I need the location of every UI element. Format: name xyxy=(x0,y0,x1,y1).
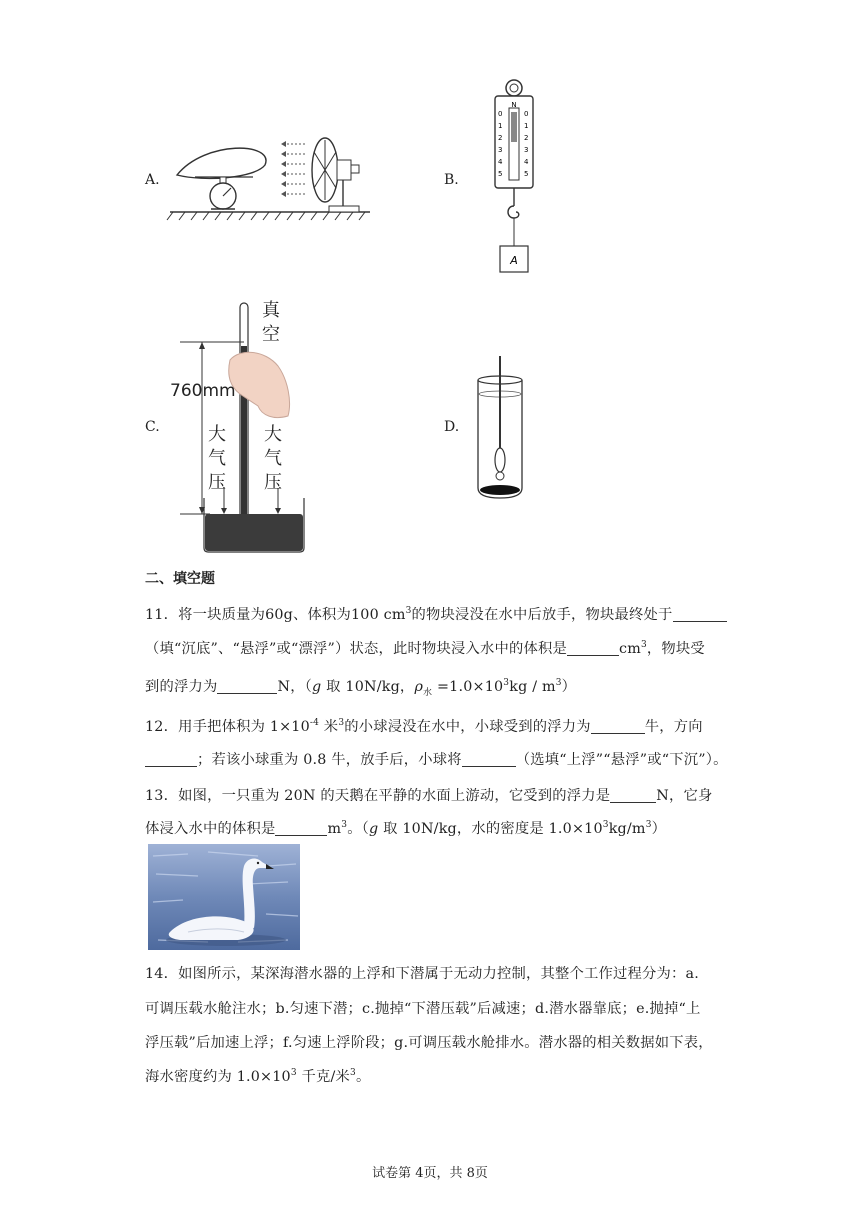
pressure-right-3: 压 xyxy=(264,472,282,493)
tick-label-left: 3 xyxy=(498,146,503,154)
figure-a-wind-tunnel xyxy=(165,130,380,225)
answer-blank[interactable] xyxy=(462,752,516,767)
tick-label-left: 0 xyxy=(498,110,503,118)
height-label: 760mm xyxy=(170,381,236,401)
pressure-right-1: 大 xyxy=(264,424,282,445)
block-label: A xyxy=(510,254,518,267)
option-c-label: C. xyxy=(145,419,160,435)
answer-blank[interactable] xyxy=(217,679,277,694)
q12-line1: 12．用手把体积为 $1\times 10^{-4}$ 米$^3$的小球浸没在水中，小球受到的浮力为 牛，方向 xyxy=(145,718,703,735)
tick-label-right: 2 xyxy=(524,134,529,142)
q14-line2: 可调压载水舱注水；b.匀速下潜；c.抛掉“下潜压载”后减速；d.潜水器靠底；e.抛掉“上 xyxy=(145,1001,701,1017)
tick-label-right: 1 xyxy=(524,122,529,130)
q13-line1: 13．如图，一只重为 20N 的天鹅在平静的水面上游动，它受到的浮力是 N，它身 xyxy=(145,788,713,804)
section-title: 二、填空题 xyxy=(145,571,215,587)
unit-label: N xyxy=(511,101,517,109)
q14-line3: 浮压载”后加速上浮；f.匀速上浮阶段；g.可调压载水舱排水。潜水器的相关数据如下表， xyxy=(145,1035,713,1051)
figure-c-torricelli xyxy=(170,298,320,556)
figure-b-spring-scale xyxy=(490,78,540,276)
answer-blank[interactable] xyxy=(567,641,619,656)
q12-line2: ；若该小球重为 0.8 牛，放手后，小球将 （选填“上浮”“悬浮”或“下沉”）。 xyxy=(145,749,728,769)
vacuum-label-1: 真 xyxy=(262,300,280,321)
tick-label-right: 4 xyxy=(524,158,529,166)
figure-d-hydrometer xyxy=(470,352,530,502)
pressure-right-2: 气 xyxy=(264,448,282,469)
tick-label-right: 3 xyxy=(524,146,529,154)
page-footer: 试卷第 4页，共 8页 xyxy=(372,1166,488,1181)
answer-blank[interactable] xyxy=(275,821,327,836)
pressure-left-3: 压 xyxy=(208,472,226,493)
vacuum-label-2: 空 xyxy=(262,324,280,345)
q11-line2: （填“沉底”、“悬浮”或“漂浮”）状态，此时物块浸入水中的体积是 $cm^3$，物块受 xyxy=(145,640,705,657)
option-d-label: D. xyxy=(444,419,460,435)
option-a-label: A. xyxy=(145,172,160,188)
tick-label-left: 5 xyxy=(498,170,503,178)
answer-blank[interactable] xyxy=(145,752,197,767)
option-b-label: B. xyxy=(444,172,459,188)
tick-label-left: 1 xyxy=(498,122,503,130)
tick-label-right: 0 xyxy=(524,110,529,118)
answer-blank[interactable] xyxy=(610,788,656,803)
tick-label-right: 5 xyxy=(524,170,529,178)
q14-line1: 14．如图所示，某深海潜水器的上浮和下潜属于无动力控制，其整个工作过程分为：a. xyxy=(145,966,699,982)
pressure-left-2: 气 xyxy=(208,448,226,469)
swan-photo xyxy=(148,844,300,950)
answer-blank[interactable] xyxy=(673,607,727,622)
q11-line3: 到的浮力为 N，（g 取 10N/kg，$\rho_水 =1.0\times 10^3kg / m^3$） xyxy=(145,678,577,698)
pressure-left-1: 大 xyxy=(208,424,226,445)
tick-label-left: 4 xyxy=(498,158,503,166)
q11-line1: 11．将一块质量为60g、体积为100 $cm^3$的物块浸没在水中后放手，物块最终处于 xyxy=(145,604,727,624)
q13-line2: 体浸入水中的体积是 $m^3$。（g 取 10N/kg，水的密度是 $1.0\times 10^3kg/m^3$） xyxy=(145,820,667,837)
answer-blank[interactable] xyxy=(591,719,645,734)
q14-line4: 海水密度约为 $1.0\times 10^3$ 千克/米$^3$。 xyxy=(145,1068,371,1085)
tick-label-left: 2 xyxy=(498,134,503,142)
